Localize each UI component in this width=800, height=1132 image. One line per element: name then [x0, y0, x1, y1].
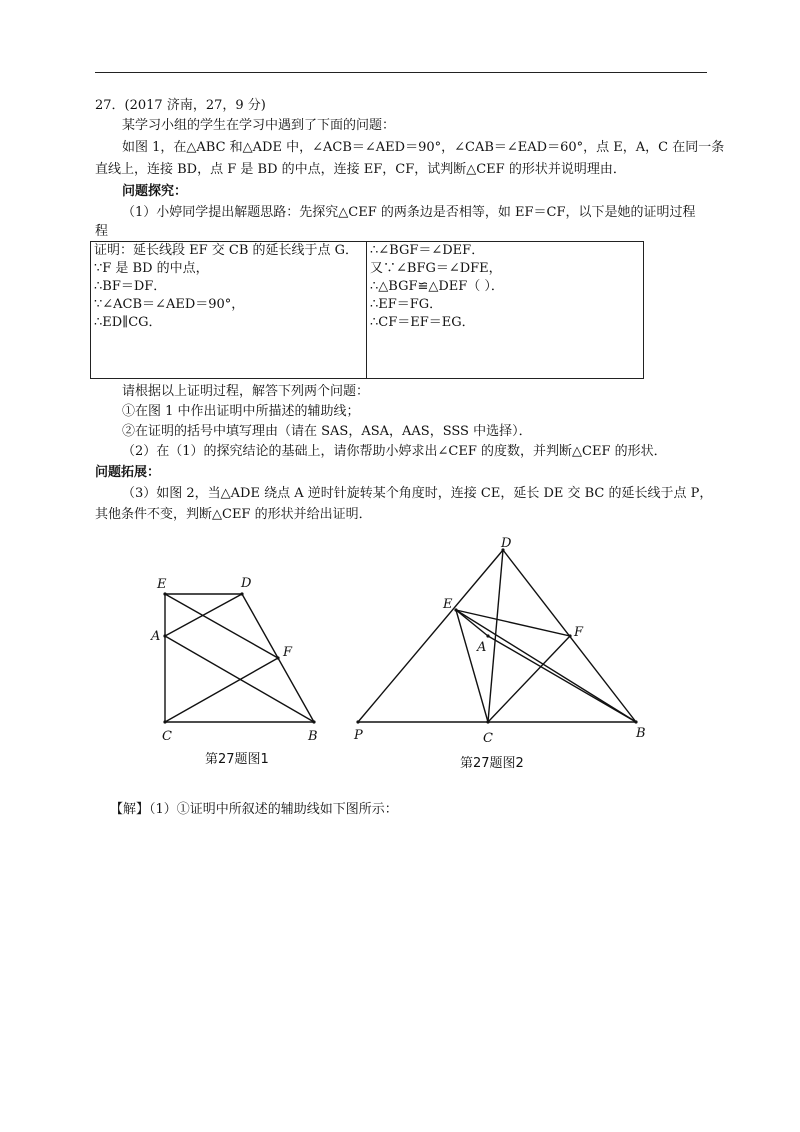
figure-2-caption: 第27题图2	[460, 756, 524, 771]
label-F: F	[574, 625, 584, 640]
label-C: C	[162, 729, 172, 744]
figure-1	[140, 530, 340, 750]
segment-AB	[488, 636, 636, 722]
figure-2	[340, 530, 670, 750]
proof-table	[90, 241, 644, 379]
part1-line-a: （1）小婷同学提出解题思路：先探究△CEF 的两条边是否相等，如 EF＝CF，以下是她的证明过程	[122, 205, 696, 220]
point-C	[486, 720, 489, 723]
segment-DA	[488, 550, 503, 722]
explore-title: 问题探究：	[122, 184, 188, 199]
proof-left-line: ∵∠ACB＝∠AED＝90°，	[94, 297, 245, 312]
proof-left-column	[91, 242, 367, 378]
proof-left-line: 证明：延长线段 EF 交 CB 的延长线于点 G．	[94, 243, 359, 258]
point-D	[240, 592, 243, 595]
segment-CF	[488, 636, 570, 722]
proof-right-column	[367, 242, 643, 378]
part2-text: （2）在（1）的探究结论的基础上，请你帮助小婷求出∠CEF 的度数，并判断△CEF 的形状．	[122, 444, 667, 459]
problem-line-2: 直线上，连接 BD，点 F 是 BD 的中点，连接 EF，CF，试判断△CEF 的形状并说明理由．	[95, 162, 626, 177]
label-B: B	[636, 726, 646, 741]
label-D: D	[501, 536, 512, 551]
label-E: E	[443, 597, 453, 612]
proof-right-line: ∴∠BGF＝∠DEF．	[370, 243, 485, 258]
proof-right-line: ∴EF＝FG．	[370, 297, 443, 312]
extend-title: 问题拓展：	[95, 465, 161, 480]
proof-left-line: ∵F 是 BD 的中点，	[94, 261, 209, 276]
point-B	[312, 720, 315, 723]
proof-left-line: ∴BF＝DF．	[94, 279, 167, 294]
figure-1-caption: 第27题图1	[205, 752, 269, 767]
part3-line-a: （3）如图 2，当△ADE 绕点 A 逆时针旋转某个角度时，连接 CE，延长 DE 交 BC 的延长线于点 P，	[122, 486, 713, 501]
label-B: B	[308, 729, 318, 744]
point-F	[568, 634, 571, 637]
segment-CF	[165, 658, 278, 722]
problem-id: 27．(2017 济南，27，9 分)	[95, 98, 266, 113]
part3-line-b: 其他条件不变，判断△CEF 的形状并给出证明．	[95, 507, 372, 522]
intro-text: 某学习小组的学生在学习中遇到了下面的问题：	[122, 118, 396, 133]
question-2: ②在证明的括号中填写理由（请在 SAS，ASA，AAS，SSS 中选择）．	[122, 424, 532, 439]
proof-right-line: 又∵∠BFG＝∠DFE，	[370, 261, 502, 276]
proof-right-line: ∴△BGF≌△DEF（ ）．	[370, 279, 504, 294]
header-rule	[95, 72, 707, 73]
point-F	[276, 656, 279, 659]
problem-line-1: 如图 1，在△ABC 和△ADE 中，∠ACB＝∠AED＝90°，∠CAB＝∠EAD＝60°，点 E，A，C 在同一条	[122, 140, 725, 155]
proof-left-line: ∴ED∥CG．	[94, 315, 162, 330]
point-E	[454, 608, 457, 611]
point-P	[356, 720, 359, 723]
label-P: P	[354, 728, 363, 743]
point-A	[486, 634, 489, 637]
after-table-text: 请根据以上证明过程，解答下列两个问题：	[122, 384, 370, 399]
point-B	[634, 720, 637, 723]
label-D: D	[241, 576, 252, 591]
proof-right-line: ∴CF＝EF＝EG．	[370, 315, 475, 330]
figure-2-svg	[340, 530, 670, 750]
question-1: ①在图 1 中作出证明中所描述的辅助线；	[122, 404, 360, 419]
label-F: F	[283, 645, 293, 660]
label-A: A	[151, 629, 161, 644]
label-C: C	[483, 731, 493, 746]
figure-1-svg	[140, 530, 340, 750]
point-A	[163, 634, 166, 637]
point-E	[163, 592, 166, 595]
label-E: E	[157, 577, 167, 592]
part1-line-b: 程	[95, 224, 109, 239]
point-C	[163, 720, 166, 723]
solution-text: 【解】（1）①证明中所叙述的辅助线如下图所示：	[110, 802, 398, 817]
label-A: A	[477, 640, 487, 655]
